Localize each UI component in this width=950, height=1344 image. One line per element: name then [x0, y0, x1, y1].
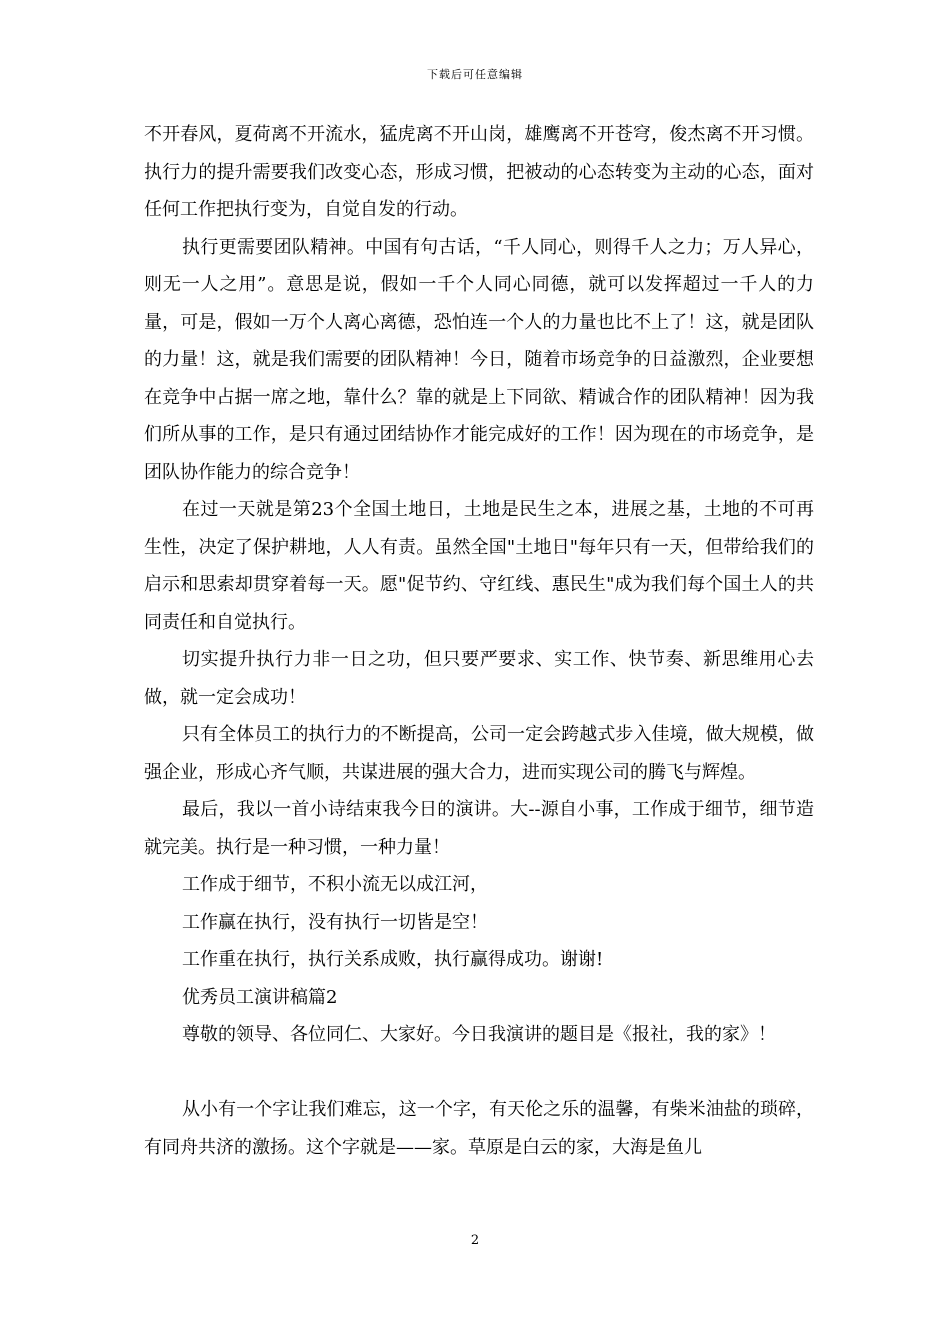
paragraph-land-day: 在过一天就是第23个全国土地日，土地是民生之本，进展之基，土地的不可再生性，决定了保护耕地，人人有责。虽然全国"土地日"每年只有一天，但带给我们的启示和思索却贯穿着每一天。愿"促节约、守红线、惠民生"成为我们每个国土人的共同责任和自觉执行。	[144, 499, 814, 633]
poem-line-1: 工作成于细节，不积小流无以成江河，	[182, 874, 488, 895]
page-number: 2	[470, 1233, 480, 1248]
paragraph-team-spirit: 执行更需要团队精神。中国有句古话，“千人同心，则得千人之力；万人异心，则无一人之用”。意思是说，假如一千个人同心同德，就可以发挥超过一千人的力量，可是，假如一万个人离心离德，恐怕连一个人的力量也比不上了！这，就是团队的力量！这，就是我们需要的团队精神！今日，随着市场竞争的日益激烈，企业要想在竞争中占据一席之地，靠什么？靠的就是上下同欲、精诚合作的团队精神！因为我们所从事的工作，是只有通过团结协作才能完成好的工作！因为现在的市场竞争，是团队协作能力的综合竞争！	[144, 236, 814, 483]
paragraph-home: 从小有一个字让我们难忘，这一个字，有天伦之乐的温馨，有柴米油盐的琐碎，有同舟共济的激扬。这个字就是——家。草原是白云的家，大海是鱼儿	[144, 1099, 814, 1158]
blank-line	[144, 1054, 814, 1092]
page-header: 下载后可任意编辑	[427, 68, 523, 81]
paragraph-greeting: 尊敬的领导、各位同仁、大家好。今日我演讲的题目是《报社，我的家》！	[182, 1024, 776, 1045]
document-body	[144, 116, 814, 1166]
paragraph-habit-conclusion: 不开春风，夏荷离不开流水，猛虎离不开山岗，雄鹰离不开苍穹，俊杰离不开习惯。执行力的提升需要我们改变心态，形成习惯，把被动的心态转变为主动的心态，面对任何工作把执行变为，自觉自发的行动。	[144, 124, 814, 220]
paragraph-closing-poem-intro: 最后，我以一首小诗结束我今日的演讲。大--源自小事，工作成于细节，细节造就完美。执行是一种习惯，一种力量！	[144, 799, 814, 858]
poem-line-3: 工作重在执行，执行关系成败，执行赢得成功。谢谢!	[182, 949, 604, 970]
section-title-speech-2: 优秀员工演讲稿篇2	[182, 986, 338, 1008]
poem-line-2: 工作赢在执行，没有执行一切皆是空！	[182, 911, 488, 933]
paragraph-company-future: 只有全体员工的执行力的不断提高，公司一定会跨越式步入佳境，做大规模，做强企业，形成心齐气顺，共谋进展的强大合力，进而实现公司的腾飞与辉煌。	[144, 724, 814, 783]
paragraph-improve-execution: 切实提升执行力非一日之功，但只要严要求、实工作、快节奏、新思维用心去做，就一定会成功！	[144, 649, 814, 708]
